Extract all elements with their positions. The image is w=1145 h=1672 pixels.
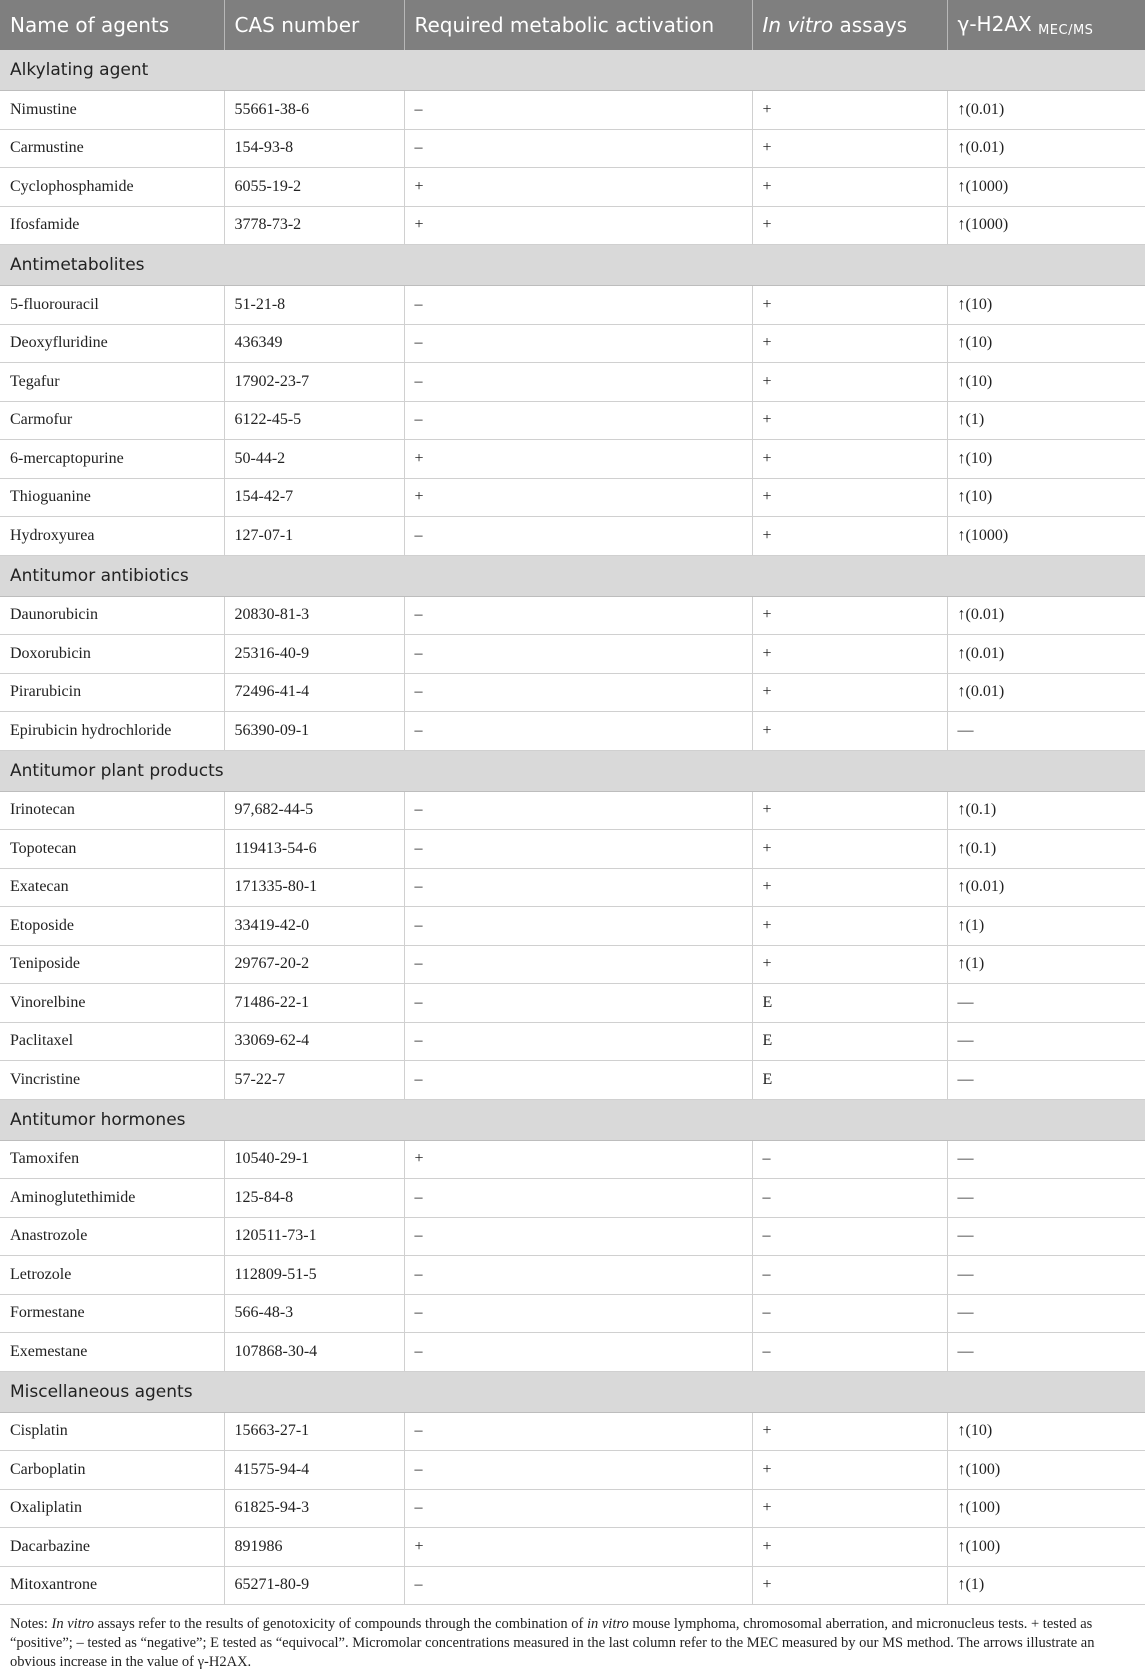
cell-name: Epirubicin hydrochloride bbox=[0, 712, 224, 751]
cell-invitro: + bbox=[752, 830, 947, 869]
cell-metabolic: – bbox=[404, 1566, 752, 1605]
cell-h2ax: ↑(0.01) bbox=[947, 129, 1145, 168]
cell-metabolic: – bbox=[404, 1333, 752, 1372]
cell-name: Letrozole bbox=[0, 1256, 224, 1295]
cell-invitro: + bbox=[752, 1412, 947, 1451]
cell-metabolic: – bbox=[404, 401, 752, 440]
cell-name: Cisplatin bbox=[0, 1412, 224, 1451]
table-notes bbox=[0, 1605, 1145, 1672]
table-row bbox=[0, 1061, 1145, 1100]
notes-invitro-1: In vitro bbox=[51, 1616, 95, 1632]
cell-metabolic: – bbox=[404, 1412, 752, 1451]
cell-cas: 6122-45-5 bbox=[224, 401, 404, 440]
cell-invitro: E bbox=[752, 1022, 947, 1061]
cell-metabolic: – bbox=[404, 1022, 752, 1061]
cell-metabolic: – bbox=[404, 1061, 752, 1100]
cell-metabolic: – bbox=[404, 286, 752, 325]
cell-name: Aminoglutethimide bbox=[0, 1179, 224, 1218]
cell-name: Ifosfamide bbox=[0, 206, 224, 245]
cell-cas: 33419-42-0 bbox=[224, 907, 404, 946]
cell-metabolic: – bbox=[404, 945, 752, 984]
cell-invitro: – bbox=[752, 1333, 947, 1372]
group-title: Miscellaneous agents bbox=[0, 1371, 1145, 1412]
header-invitro-italic: In vitro bbox=[762, 13, 834, 37]
cell-cas: 120511-73-1 bbox=[224, 1217, 404, 1256]
cell-invitro: E bbox=[752, 1061, 947, 1100]
cell-h2ax: — bbox=[947, 1217, 1145, 1256]
cell-invitro: + bbox=[752, 712, 947, 751]
cell-h2ax: — bbox=[947, 1179, 1145, 1218]
cell-invitro: + bbox=[752, 478, 947, 517]
table-row bbox=[0, 129, 1145, 168]
cell-metabolic: – bbox=[404, 1489, 752, 1528]
cell-metabolic: – bbox=[404, 517, 752, 556]
cell-invitro: – bbox=[752, 1217, 947, 1256]
cell-name: Nimustine bbox=[0, 91, 224, 130]
cell-cas: 65271-80-9 bbox=[224, 1566, 404, 1605]
table-row bbox=[0, 984, 1145, 1023]
table-row bbox=[0, 1333, 1145, 1372]
cell-name: Dacarbazine bbox=[0, 1528, 224, 1567]
cell-cas: 41575-94-4 bbox=[224, 1451, 404, 1490]
cell-name: Thioguanine bbox=[0, 478, 224, 517]
table-row bbox=[0, 1217, 1145, 1256]
group-title: Antitumor antibiotics bbox=[0, 555, 1145, 596]
header-h2ax-sub: MEC/MS bbox=[1038, 23, 1094, 38]
cell-cas: 891986 bbox=[224, 1528, 404, 1567]
cell-metabolic: – bbox=[404, 830, 752, 869]
cell-invitro: – bbox=[752, 1140, 947, 1179]
cell-h2ax: ↑(1) bbox=[947, 1566, 1145, 1605]
cell-name: Tamoxifen bbox=[0, 1140, 224, 1179]
cell-name: Daunorubicin bbox=[0, 596, 224, 635]
table-row bbox=[0, 1022, 1145, 1061]
cell-invitro: – bbox=[752, 1256, 947, 1295]
cell-h2ax: ↑(10) bbox=[947, 363, 1145, 402]
cell-invitro: + bbox=[752, 206, 947, 245]
cell-h2ax: ↑(1000) bbox=[947, 168, 1145, 207]
cell-name: Paclitaxel bbox=[0, 1022, 224, 1061]
cell-h2ax: ↑(0.1) bbox=[947, 791, 1145, 830]
table-row bbox=[0, 791, 1145, 830]
cell-cas: 17902-23-7 bbox=[224, 363, 404, 402]
group-title: Alkylating agent bbox=[0, 50, 1145, 91]
cell-invitro: – bbox=[752, 1179, 947, 1218]
cell-metabolic: – bbox=[404, 129, 752, 168]
group-row bbox=[0, 555, 1145, 596]
cell-metabolic: – bbox=[404, 91, 752, 130]
cell-cas: 171335-80-1 bbox=[224, 868, 404, 907]
cell-invitro: + bbox=[752, 517, 947, 556]
table-row bbox=[0, 91, 1145, 130]
cell-name: Tegafur bbox=[0, 363, 224, 402]
table-row bbox=[0, 401, 1145, 440]
cell-metabolic: – bbox=[404, 1217, 752, 1256]
cell-name: Doxorubicin bbox=[0, 635, 224, 674]
table-row bbox=[0, 478, 1145, 517]
cell-invitro: + bbox=[752, 168, 947, 207]
table-row bbox=[0, 830, 1145, 869]
cell-h2ax: ↑(10) bbox=[947, 478, 1145, 517]
cell-name: Vincristine bbox=[0, 1061, 224, 1100]
group-row bbox=[0, 50, 1145, 91]
group-title: Antitumor plant products bbox=[0, 750, 1145, 791]
header-h2ax-label: γ-H2AX bbox=[957, 12, 1032, 36]
table-row bbox=[0, 868, 1145, 907]
cell-h2ax: ↑(10) bbox=[947, 440, 1145, 479]
table-row bbox=[0, 363, 1145, 402]
cell-cas: 20830-81-3 bbox=[224, 596, 404, 635]
cell-name: Cyclophosphamide bbox=[0, 168, 224, 207]
header-invitro-rest: assays bbox=[833, 13, 908, 37]
cell-invitro: + bbox=[752, 401, 947, 440]
table-row bbox=[0, 1412, 1145, 1451]
group-row bbox=[0, 1099, 1145, 1140]
cell-cas: 71486-22-1 bbox=[224, 984, 404, 1023]
notes-text-1: assays refer to the results of genotoxicity of compounds through the combination of bbox=[94, 1616, 587, 1632]
table-row bbox=[0, 440, 1145, 479]
table-row bbox=[0, 1140, 1145, 1179]
cell-h2ax: ↑(0.01) bbox=[947, 868, 1145, 907]
table-row bbox=[0, 1179, 1145, 1218]
cell-invitro: + bbox=[752, 129, 947, 168]
cell-cas: 57-22-7 bbox=[224, 1061, 404, 1100]
cell-name: Exemestane bbox=[0, 1333, 224, 1372]
cell-metabolic: – bbox=[404, 673, 752, 712]
cell-metabolic: – bbox=[404, 712, 752, 751]
cell-metabolic: + bbox=[404, 1140, 752, 1179]
cell-h2ax: ↑(100) bbox=[947, 1528, 1145, 1567]
cell-name: Irinotecan bbox=[0, 791, 224, 830]
cell-h2ax: ↑(100) bbox=[947, 1451, 1145, 1490]
cell-cas: 6055-19-2 bbox=[224, 168, 404, 207]
cell-metabolic: – bbox=[404, 635, 752, 674]
cell-h2ax: — bbox=[947, 984, 1145, 1023]
cell-name: Carmofur bbox=[0, 401, 224, 440]
cell-invitro: + bbox=[752, 945, 947, 984]
cell-cas: 3778-73-2 bbox=[224, 206, 404, 245]
table-row bbox=[0, 1294, 1145, 1333]
cell-invitro: + bbox=[752, 1451, 947, 1490]
header-metabolic: Required metabolic activation bbox=[404, 0, 752, 50]
cell-h2ax: — bbox=[947, 1061, 1145, 1100]
cell-invitro: + bbox=[752, 1489, 947, 1528]
cell-cas: 61825-94-3 bbox=[224, 1489, 404, 1528]
cell-h2ax: ↑(1000) bbox=[947, 517, 1145, 556]
group-row bbox=[0, 245, 1145, 286]
cell-metabolic: – bbox=[404, 363, 752, 402]
cell-h2ax: ↑(0.01) bbox=[947, 635, 1145, 674]
cell-invitro: + bbox=[752, 1528, 947, 1567]
header-invitro bbox=[752, 0, 947, 50]
notes-label: Notes: bbox=[10, 1616, 52, 1632]
cell-cas: 127-07-1 bbox=[224, 517, 404, 556]
cell-name: Anastrozole bbox=[0, 1217, 224, 1256]
cell-cas: 72496-41-4 bbox=[224, 673, 404, 712]
cell-name: Etoposide bbox=[0, 907, 224, 946]
cell-name: Hydroxyurea bbox=[0, 517, 224, 556]
table-row bbox=[0, 206, 1145, 245]
cell-cas: 29767-20-2 bbox=[224, 945, 404, 984]
cell-metabolic: – bbox=[404, 907, 752, 946]
cell-metabolic: + bbox=[404, 478, 752, 517]
header-h2ax bbox=[947, 0, 1145, 50]
cell-cas: 55661-38-6 bbox=[224, 91, 404, 130]
cell-cas: 51-21-8 bbox=[224, 286, 404, 325]
cell-name: 6-mercaptopurine bbox=[0, 440, 224, 479]
group-row bbox=[0, 1371, 1145, 1412]
cell-metabolic: – bbox=[404, 1179, 752, 1218]
cell-invitro: + bbox=[752, 596, 947, 635]
cell-name: Carboplatin bbox=[0, 1451, 224, 1490]
cell-h2ax: ↑(100) bbox=[947, 1489, 1145, 1528]
cell-cas: 566-48-3 bbox=[224, 1294, 404, 1333]
cell-name: Exatecan bbox=[0, 868, 224, 907]
cell-cas: 154-93-8 bbox=[224, 129, 404, 168]
table-row bbox=[0, 596, 1145, 635]
cell-cas: 436349 bbox=[224, 324, 404, 363]
cell-cas: 10540-29-1 bbox=[224, 1140, 404, 1179]
cell-h2ax: ↑(10) bbox=[947, 324, 1145, 363]
cell-h2ax: ↑(10) bbox=[947, 286, 1145, 325]
cell-cas: 56390-09-1 bbox=[224, 712, 404, 751]
table-row bbox=[0, 168, 1145, 207]
cell-invitro: + bbox=[752, 440, 947, 479]
table-row bbox=[0, 635, 1145, 674]
cell-metabolic: – bbox=[404, 324, 752, 363]
cell-name: Topotecan bbox=[0, 830, 224, 869]
cell-cas: 154-42-7 bbox=[224, 478, 404, 517]
cell-cas: 15663-27-1 bbox=[224, 1412, 404, 1451]
cell-metabolic: – bbox=[404, 791, 752, 830]
cell-metabolic: – bbox=[404, 1451, 752, 1490]
table-row bbox=[0, 945, 1145, 984]
cell-h2ax: ↑(0.01) bbox=[947, 91, 1145, 130]
cell-cas: 125-84-8 bbox=[224, 1179, 404, 1218]
cell-metabolic: – bbox=[404, 984, 752, 1023]
cell-cas: 119413-54-6 bbox=[224, 830, 404, 869]
cell-metabolic: – bbox=[404, 1294, 752, 1333]
table-row bbox=[0, 712, 1145, 751]
cell-cas: 33069-62-4 bbox=[224, 1022, 404, 1061]
cell-invitro: + bbox=[752, 791, 947, 830]
cell-name: Mitoxantrone bbox=[0, 1566, 224, 1605]
cell-name: Deoxyfluridine bbox=[0, 324, 224, 363]
cell-name: Vinorelbine bbox=[0, 984, 224, 1023]
table-row bbox=[0, 1489, 1145, 1528]
cell-invitro: + bbox=[752, 673, 947, 712]
table-header bbox=[0, 0, 1145, 50]
cell-invitro: + bbox=[752, 1566, 947, 1605]
group-row bbox=[0, 750, 1145, 791]
cell-h2ax: — bbox=[947, 1294, 1145, 1333]
group-title: Antimetabolites bbox=[0, 245, 1145, 286]
cell-cas: 107868-30-4 bbox=[224, 1333, 404, 1372]
cell-metabolic: + bbox=[404, 168, 752, 207]
cell-invitro: + bbox=[752, 868, 947, 907]
table-row bbox=[0, 673, 1145, 712]
cell-invitro: + bbox=[752, 324, 947, 363]
cell-h2ax: — bbox=[947, 1140, 1145, 1179]
cell-metabolic: + bbox=[404, 206, 752, 245]
cell-metabolic: – bbox=[404, 596, 752, 635]
cell-invitro: + bbox=[752, 363, 947, 402]
cell-invitro: + bbox=[752, 91, 947, 130]
cell-h2ax: ↑(1) bbox=[947, 401, 1145, 440]
cell-name: Teniposide bbox=[0, 945, 224, 984]
cell-name: Oxaliplatin bbox=[0, 1489, 224, 1528]
header-cas: CAS number bbox=[224, 0, 404, 50]
cell-invitro: + bbox=[752, 635, 947, 674]
table-row bbox=[0, 286, 1145, 325]
notes-invitro-2: in vitro bbox=[586, 1616, 629, 1632]
cell-h2ax: ↑(0.01) bbox=[947, 673, 1145, 712]
table-row bbox=[0, 1451, 1145, 1490]
table-row bbox=[0, 1256, 1145, 1295]
cell-h2ax: — bbox=[947, 1333, 1145, 1372]
header-name: Name of agents bbox=[0, 0, 224, 50]
cell-cas: 25316-40-9 bbox=[224, 635, 404, 674]
cell-cas: 97,682-44-5 bbox=[224, 791, 404, 830]
table-row bbox=[0, 517, 1145, 556]
cell-invitro: – bbox=[752, 1294, 947, 1333]
table-row bbox=[0, 907, 1145, 946]
table-row bbox=[0, 1566, 1145, 1605]
table-row bbox=[0, 1528, 1145, 1567]
cell-h2ax: ↑(1000) bbox=[947, 206, 1145, 245]
cell-metabolic: + bbox=[404, 440, 752, 479]
cell-name: Pirarubicin bbox=[0, 673, 224, 712]
cell-metabolic: – bbox=[404, 868, 752, 907]
group-title: Antitumor hormones bbox=[0, 1099, 1145, 1140]
cell-name: Carmustine bbox=[0, 129, 224, 168]
cell-cas: 50-44-2 bbox=[224, 440, 404, 479]
notes-text-2: mouse lymphoma, chromosomal aberration, and micronucleus tests. + tested as “positive”; – tested as “negative”; E tested as “equivocal”. Micromolar concentrations measured in the last column refer to the MEC measured by our MS method. The arrows illustrate an obvious increase in the value of γ-H2AX. bbox=[10, 1616, 1095, 1670]
cell-name: 5-fluorouracil bbox=[0, 286, 224, 325]
table-body bbox=[0, 50, 1145, 1605]
cell-h2ax: ↑(0.01) bbox=[947, 596, 1145, 635]
cell-invitro: E bbox=[752, 984, 947, 1023]
cell-h2ax: — bbox=[947, 712, 1145, 751]
cell-cas: 112809-51-5 bbox=[224, 1256, 404, 1295]
table-row bbox=[0, 324, 1145, 363]
cell-invitro: + bbox=[752, 907, 947, 946]
cell-h2ax: ↑(1) bbox=[947, 945, 1145, 984]
cell-h2ax: ↑(10) bbox=[947, 1412, 1145, 1451]
cell-h2ax: ↑(0.1) bbox=[947, 830, 1145, 869]
cell-h2ax: ↑(1) bbox=[947, 907, 1145, 946]
cell-h2ax: — bbox=[947, 1256, 1145, 1295]
cell-metabolic: – bbox=[404, 1256, 752, 1295]
cell-name: Formestane bbox=[0, 1294, 224, 1333]
cell-h2ax: — bbox=[947, 1022, 1145, 1061]
cell-metabolic: + bbox=[404, 1528, 752, 1567]
cell-invitro: + bbox=[752, 286, 947, 325]
